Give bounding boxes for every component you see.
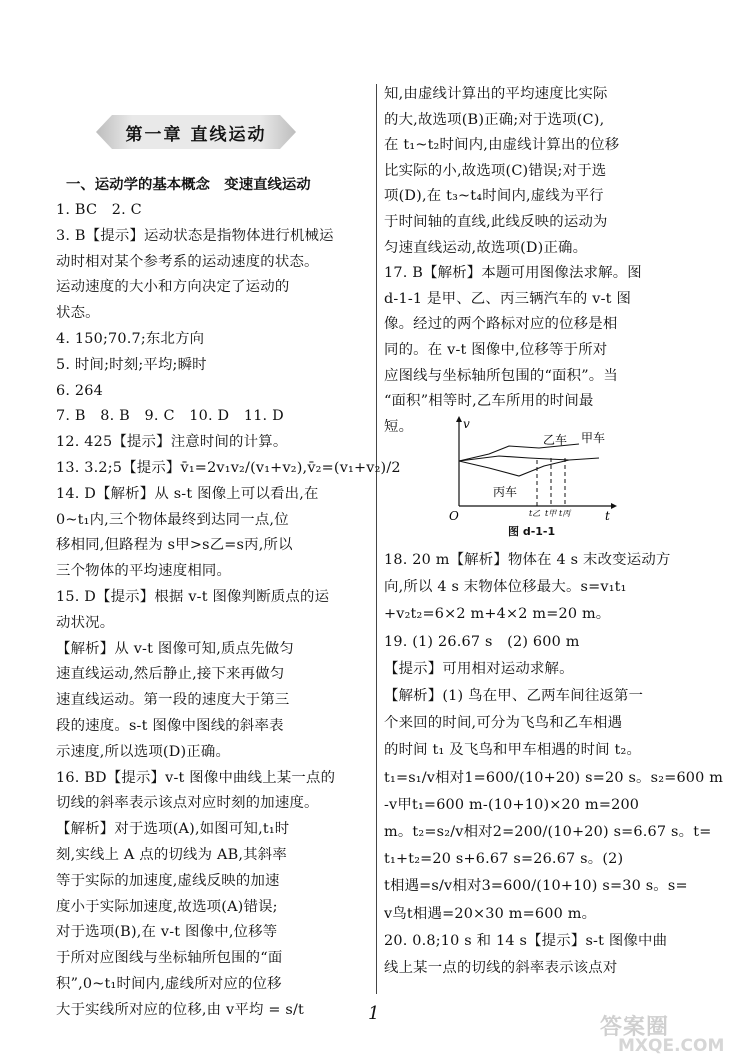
text-line: 0~t₁内,三个物体最终到达同一点,位	[56, 511, 289, 528]
label-yi-car: 乙车	[543, 433, 568, 447]
watermark-logo: 答案圈	[600, 1015, 670, 1040]
text-line: 16. BD【提示】v-t 图像中曲线上某一点的	[56, 769, 336, 786]
text-line: 3. B【提示】运动状态是指物体进行机械运	[56, 227, 334, 244]
text-line: 同的。在 v-t 图像中,位移等于所对	[384, 342, 608, 358]
label-bing-car: 丙车	[493, 485, 518, 499]
text-line: 对于选项(B),在 v-t 图像中,位移等	[56, 924, 278, 941]
section-title: 一、运动学的基本概念 变速直线运动	[66, 177, 311, 193]
tick-t-bing: t丙	[559, 509, 571, 518]
figure-vt-graph	[449, 416, 619, 520]
text-line: 【提示】可用相对运动求解。	[384, 660, 574, 677]
text-line: 15. D【提示】根据 v-t 图像判断质点的运	[56, 589, 330, 605]
text-line: 移相同,但路程为 s甲>s乙=s丙,所以	[56, 537, 293, 554]
text-line: t₁=s₁/v相对1=600/(10+20) s=20 s。s₂=600 m	[384, 769, 724, 786]
text-line: 5. 时间;时刻;平均;瞬时	[56, 356, 207, 373]
text-line: 的大,故选项(B)正确;对于选项(C),	[384, 111, 605, 128]
text-line: 等于实际的加速度,虚线反映的加速	[56, 872, 280, 889]
text-line: 18. 20 m【解析】物体在 4 s 末改变运动方	[384, 552, 671, 568]
text-line: 14. D【解析】从 s-t 图像上可以看出,在	[56, 485, 319, 502]
text-line: t相遇=s/v相对3=600/(10+10) s=30 s。s=	[384, 878, 688, 895]
text-line: 4. 150;70.7;东北方向	[56, 331, 205, 347]
text-line: 17. B【解析】本题可用图像法求解。图	[384, 265, 642, 282]
text-line: 19. (1) 26.67 s (2) 600 m	[384, 633, 580, 650]
text-line: 线上某一点的切线的斜率表示该点对	[384, 960, 618, 976]
text-line: 比实际的小,故选项(C)错误;对于选	[384, 162, 607, 179]
text-line: 匀速直线运动,故选项(D)正确。	[384, 239, 588, 256]
text-line: +v₂t₂=6×2 m+4×2 m=20 m。	[384, 606, 611, 623]
text-line: 运动速度的大小和方向决定了运动的	[56, 279, 290, 296]
column-divider	[376, 84, 377, 994]
text-line: “面积”相等时,乙车所用的时间最	[384, 393, 594, 410]
text-line: 12. 425【提示】注意时间的计算。	[56, 434, 288, 451]
text-line: 刻,实线上 A 点的切线为 AB,其斜率	[56, 847, 287, 863]
text-line: 13. 3.2;5【提示】v̄₁=2v₁v₂/(v₁+v₂),v̄₂=(v₁+v₂)/2	[56, 460, 401, 476]
text-line: 切线的斜率表示该点对应时刻的加速度。	[56, 795, 319, 812]
text-line: 项(D),在 t₃~t₄时间内,虚线为平行	[384, 188, 604, 205]
text-line: v鸟t相遇=20×30 m=600 m。	[384, 905, 597, 922]
text-line: 的时间 t₁ 及飞鸟和甲车相遇的时间 t₂。	[384, 742, 642, 759]
text-line: 【解析】从 v-t 图像可知,质点先做匀	[56, 640, 294, 657]
chapter-title: 第一章 直线运动	[125, 125, 267, 145]
text-line: 短。	[384, 418, 414, 435]
text-line: 像。经过的两个路标对应的位移是相	[384, 316, 618, 333]
page-number: 1	[368, 1003, 380, 1024]
text-line: 7. B 8. B 9. C 10. D 11. D	[56, 408, 284, 425]
text-line: 状态。	[56, 305, 100, 322]
axis-t-label: t	[605, 509, 610, 520]
text-line: 向,所以 4 s 末物体位移最大。s=v₁t₁	[384, 579, 627, 596]
text-line: 应图线与坐标轴所包围的“面积”。当	[384, 367, 618, 384]
text-line: 个来回的时间,可分为飞鸟和乙车相遇	[384, 715, 623, 732]
text-line: t₁+t₂=20 s+6.67 s=26.67 s。(2)	[384, 851, 624, 868]
text-line: 动时相对某个参考系的运动速度的状态。	[56, 253, 319, 270]
text-line: 1. BC 2. C	[56, 202, 142, 218]
tick-t-yi: t乙	[529, 509, 541, 518]
text-line: 于时间轴的直线,此线反映的运动为	[384, 214, 608, 230]
text-line: 示速度,所以选项(D)正确。	[56, 743, 231, 760]
figure-caption: 图 d-1-1	[508, 525, 556, 538]
axis-v-label: v	[463, 417, 470, 431]
text-line: 【解析】(1) 鸟在甲、乙两车间往返第一	[384, 688, 644, 704]
watermark-url: MXQE.COM	[618, 1036, 725, 1056]
label-jia-car: 甲车	[581, 431, 606, 445]
text-line: 动状况。	[56, 614, 115, 631]
origin-label: O	[449, 509, 459, 520]
text-line: 知,由虚线计算出的平均速度比实际	[384, 86, 608, 102]
text-line: 【解析】对于选项(A),如图可知,t₁时	[56, 821, 290, 838]
text-line: 积”,0~t₁时间内,虚线所对应的位移	[56, 976, 282, 992]
text-line: 于所对应图线与坐标轴所包围的“面	[56, 950, 283, 967]
text-line: m。t₂=s₂/v相对2=200/(10+20) s=6.67 s。t=	[384, 824, 712, 840]
text-line: 三个物体的平均速度相同。	[56, 563, 232, 580]
text-line: 速直线运动。第一段的速度大于第三	[56, 692, 290, 709]
text-line: 6. 264	[56, 382, 103, 399]
text-line: 段的速度。s-t 图像中图线的斜率表	[56, 718, 284, 734]
text-line: 度小于实际加速度,故选项(A)错误;	[56, 898, 278, 915]
tick-t-jia: t甲	[545, 509, 557, 518]
text-line: -v甲t₁=600 m-(10+10)×20 m=200	[384, 796, 640, 813]
text-line: d-1-1 是甲、乙、丙三辆汽车的 v-t 图	[384, 290, 632, 307]
text-line: 大于实线所对应的位移,由 v平均 = s/t	[56, 1001, 304, 1018]
text-line: 20. 0.8;10 s 和 14 s【提示】s-t 图像中曲	[384, 932, 668, 949]
text-line: 速直线运动,然后静止,接下来再做匀	[56, 666, 285, 683]
text-line: 在 t₁~t₂时间内,由虚线计算出的位移	[384, 137, 620, 154]
